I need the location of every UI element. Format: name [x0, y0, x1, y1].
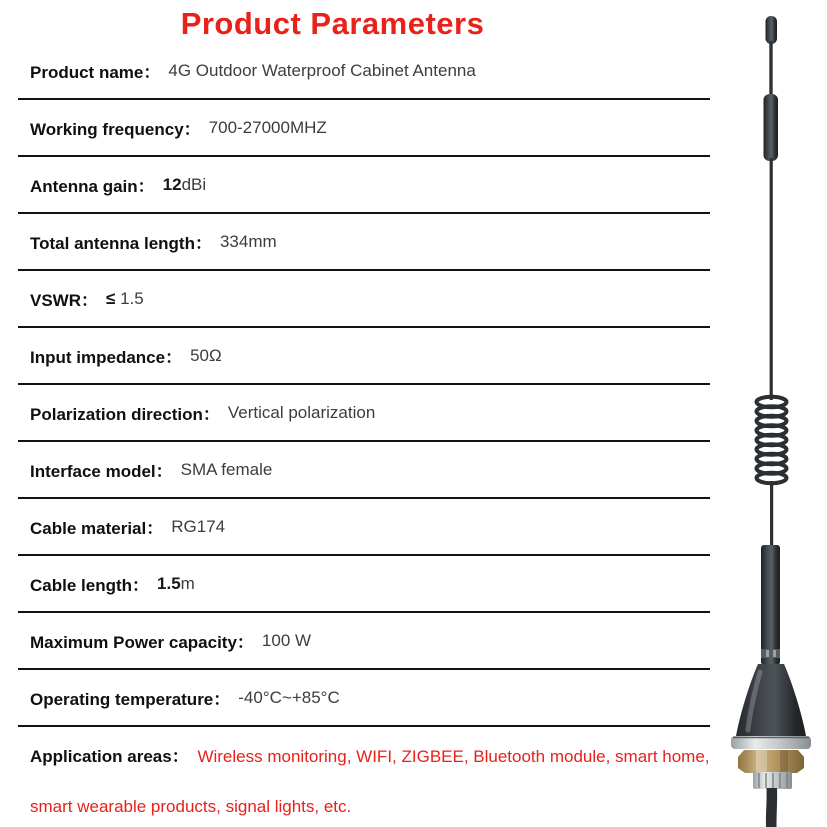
- antenna-body-cylinder: [761, 545, 780, 665]
- spec-label: Cable length：: [30, 576, 150, 595]
- antenna-upper-rod: [769, 41, 772, 97]
- spec-row: [18, 43, 710, 100]
- spec-row: [18, 214, 710, 271]
- spec-row: [18, 670, 710, 727]
- antenna-coil: [757, 397, 787, 483]
- spec-row: [18, 157, 710, 214]
- spec-row: [18, 442, 710, 499]
- antenna-nut-facet: [756, 750, 767, 773]
- antenna-body-band: [761, 649, 780, 658]
- spec-value: 700-27000MHZ: [208, 117, 327, 137]
- spec-value: 100 W: [261, 630, 312, 650]
- antenna-lower-rod: [770, 481, 773, 548]
- spec-row: [18, 727, 710, 827]
- spec-label: Operating temperature：: [30, 690, 231, 709]
- antenna-product-image: [700, 0, 827, 827]
- spec-value: 334mm: [219, 231, 277, 251]
- spec-label: Application areas：: [30, 747, 189, 766]
- spec-value: 1.5m: [157, 573, 195, 593]
- spec-label: Working frequency：: [30, 120, 201, 139]
- spec-row: [18, 100, 710, 157]
- antenna-mid-sleeve: [764, 94, 779, 161]
- spec-label: Cable material：: [30, 519, 164, 538]
- spec-value: ≤ 1.5: [106, 288, 144, 308]
- antenna-body-band-notch: [773, 650, 776, 657]
- spec-row: [18, 613, 710, 670]
- antenna-body-band-notch: [766, 650, 769, 657]
- spec-value: SMA female: [180, 459, 273, 479]
- spec-label: Maximum Power capacity：: [30, 633, 254, 652]
- antenna-tip: [766, 16, 778, 44]
- spec-table: [18, 43, 710, 827]
- spec-value: 50Ω: [190, 345, 222, 365]
- spec-value: Wireless monitoring, WIFI, ZIGBEE, Bluetooth module, smart home, smart wearable products, signal lights, etc.: [30, 747, 710, 816]
- antenna-hex-nut: [738, 750, 804, 773]
- antenna-cable: [766, 788, 777, 827]
- spec-row: [18, 271, 710, 328]
- page-title: Product Parameters: [180, 6, 485, 41]
- spec-label: Total antenna length：: [30, 234, 212, 253]
- spec-row: [18, 499, 710, 556]
- spec-value: 12dBi: [162, 174, 207, 194]
- spec-label: Antenna gain：: [30, 177, 155, 196]
- spec-row: [18, 328, 710, 385]
- spec-value: -40°C~+85°C: [238, 687, 340, 707]
- antenna-whip-rod: [770, 158, 773, 400]
- spec-value: 4G Outdoor Waterproof Cabinet Antenna: [168, 60, 476, 80]
- spec-value: Vertical polarization: [227, 402, 376, 422]
- spec-label: VSWR：: [30, 291, 98, 310]
- spec-label: Product name：: [30, 63, 161, 82]
- spec-label: Interface model：: [30, 462, 173, 481]
- spec-label: Input impedance：: [30, 348, 183, 367]
- antenna-nut-facet: [780, 750, 788, 773]
- spec-value: RG174: [171, 516, 226, 536]
- spec-row: [18, 385, 710, 442]
- spec-row: [18, 556, 710, 613]
- spec-label: Polarization direction：: [30, 405, 220, 424]
